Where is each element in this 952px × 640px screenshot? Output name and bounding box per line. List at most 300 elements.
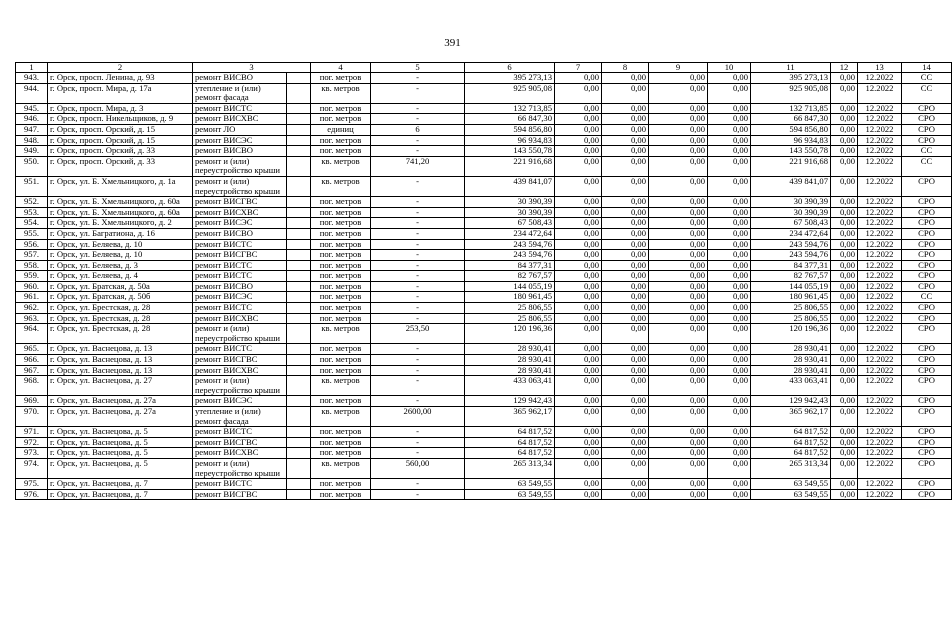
cell-quantity: - — [371, 292, 465, 303]
cell-unit: кв. метров — [311, 83, 371, 103]
cell-address: г. Орск, просп. Никельщиков, д. 9 — [48, 114, 193, 125]
cell-spacer — [287, 407, 311, 427]
cell-total-cost: 84 377,31 — [465, 260, 555, 271]
cell-cost-col10: 0,00 — [649, 324, 708, 344]
cell-address: г. Орск, ул. Братская, д. 50а — [48, 281, 193, 292]
cell-cost-col11: 0,00 — [708, 260, 751, 271]
cell-spacer — [287, 114, 311, 125]
cell-cost-col10: 0,00 — [649, 135, 708, 146]
cell-deadline: 12.2022 — [858, 437, 902, 448]
cell-cost-col9: 0,00 — [602, 479, 649, 490]
cell-spacer — [287, 197, 311, 208]
cell-cost-col11b: 129 942,43 — [751, 396, 831, 407]
cell-cost-col9: 0,00 — [602, 448, 649, 459]
cell-unit: кв. метров — [311, 156, 371, 176]
cell-quantity: - — [371, 250, 465, 261]
cell-cost-col11: 0,00 — [708, 376, 751, 396]
cell-address: г. Орск, ул. Васнецова, д. 5 — [48, 427, 193, 438]
cell-cost-col12: 0,00 — [831, 271, 858, 282]
cell-cost-col11b: 395 273,13 — [751, 73, 831, 84]
cell-cost-col8: 0,00 — [555, 260, 602, 271]
cell-customer-type: СРО — [902, 427, 952, 438]
cell-customer-type: СРО — [902, 239, 952, 250]
cell-row-number: 976. — [16, 489, 48, 500]
cell-unit: пог. метров — [311, 396, 371, 407]
cell-address: г. Орск, ул. Васнецова, д. 13 — [48, 344, 193, 355]
cell-work-type: ремонт ВИСХВС — [193, 114, 287, 125]
cell-deadline: 12.2022 — [858, 479, 902, 490]
table-row — [16, 239, 952, 250]
cell-cost-col8: 0,00 — [555, 156, 602, 176]
cell-spacer — [287, 83, 311, 103]
column-header: 14 — [902, 63, 952, 73]
cell-work-type: ремонт и (или) переустройство крыши — [193, 156, 287, 176]
cell-unit: пог. метров — [311, 355, 371, 366]
cell-cost-col8: 0,00 — [555, 489, 602, 500]
cell-quantity: - — [371, 437, 465, 448]
cell-cost-col10: 0,00 — [649, 124, 708, 135]
cell-row-number: 969. — [16, 396, 48, 407]
column-header: 4 — [311, 63, 371, 73]
cell-cost-col9: 0,00 — [602, 271, 649, 282]
cell-cost-col11: 0,00 — [708, 313, 751, 324]
cell-cost-col8: 0,00 — [555, 344, 602, 355]
cell-quantity: - — [371, 396, 465, 407]
cell-work-type: ремонт ВИСТС — [193, 239, 287, 250]
cell-cost-col11: 0,00 — [708, 156, 751, 176]
cell-work-type: ремонт ВИСТС — [193, 271, 287, 282]
cell-deadline: 12.2022 — [858, 458, 902, 478]
cell-total-cost: 365 962,17 — [465, 407, 555, 427]
cell-row-number: 974. — [16, 458, 48, 478]
cell-unit: пог. метров — [311, 479, 371, 490]
cell-cost-col11b: 67 508,43 — [751, 218, 831, 229]
cell-unit: пог. метров — [311, 239, 371, 250]
cell-unit: пог. метров — [311, 103, 371, 114]
cell-row-number: 944. — [16, 83, 48, 103]
cell-cost-col9: 0,00 — [602, 176, 649, 196]
cell-cost-col12: 0,00 — [831, 303, 858, 314]
cell-deadline: 12.2022 — [858, 303, 902, 314]
cell-unit: пог. метров — [311, 489, 371, 500]
cell-cost-col12: 0,00 — [831, 448, 858, 459]
cell-spacer — [287, 239, 311, 250]
cell-total-cost: 144 055,19 — [465, 281, 555, 292]
cell-quantity: - — [371, 313, 465, 324]
cell-spacer — [287, 124, 311, 135]
cell-customer-type: СРО — [902, 260, 952, 271]
cell-deadline: 12.2022 — [858, 344, 902, 355]
cell-unit: пог. метров — [311, 197, 371, 208]
cell-row-number: 956. — [16, 239, 48, 250]
cell-unit: пог. метров — [311, 250, 371, 261]
cell-spacer — [287, 448, 311, 459]
cell-total-cost: 64 817,52 — [465, 448, 555, 459]
cell-quantity: - — [371, 207, 465, 218]
cell-cost-col9: 0,00 — [602, 156, 649, 176]
table-row — [16, 250, 952, 261]
cell-cost-col11b: 143 550,78 — [751, 146, 831, 157]
cell-work-type: ремонт ВИСЭС — [193, 396, 287, 407]
cell-cost-col8: 0,00 — [555, 124, 602, 135]
table-row — [16, 376, 952, 396]
cell-cost-col9: 0,00 — [602, 355, 649, 366]
cell-cost-col9: 0,00 — [602, 146, 649, 157]
table-row — [16, 292, 952, 303]
cell-spacer — [287, 303, 311, 314]
cell-cost-col10: 0,00 — [649, 396, 708, 407]
cell-cost-col12: 0,00 — [831, 124, 858, 135]
cell-cost-col10: 0,00 — [649, 281, 708, 292]
cell-cost-col10: 0,00 — [649, 479, 708, 490]
cell-cost-col9: 0,00 — [602, 407, 649, 427]
cell-cost-col12: 0,00 — [831, 250, 858, 261]
cell-cost-col12: 0,00 — [831, 239, 858, 250]
cell-address: г. Орск, ул. Васнецова, д. 27 — [48, 376, 193, 396]
cell-cost-col9: 0,00 — [602, 197, 649, 208]
column-header: 8 — [602, 63, 649, 73]
cell-cost-col9: 0,00 — [602, 73, 649, 84]
cell-cost-col11b: 243 594,76 — [751, 239, 831, 250]
cell-cost-col12: 0,00 — [831, 458, 858, 478]
cell-cost-col11: 0,00 — [708, 324, 751, 344]
cell-work-type: ремонт ЛО — [193, 124, 287, 135]
cell-cost-col10: 0,00 — [649, 228, 708, 239]
table-row — [16, 207, 952, 218]
cell-row-number: 972. — [16, 437, 48, 448]
table-row — [16, 271, 952, 282]
cell-total-cost: 96 934,83 — [465, 135, 555, 146]
cell-work-type: утепление и (или) ремонт фасада — [193, 407, 287, 427]
cell-address: г. Орск, ул. Васнецова, д. 27а — [48, 407, 193, 427]
cell-address: г. Орск, ул. Брестская, д. 28 — [48, 324, 193, 344]
cell-cost-col10: 0,00 — [649, 83, 708, 103]
cell-work-type: ремонт ВИСГВС — [193, 250, 287, 261]
cell-deadline: 12.2022 — [858, 83, 902, 103]
cell-spacer — [287, 344, 311, 355]
cell-unit: пог. метров — [311, 260, 371, 271]
cell-address: г. Орск, ул. Беляева, д. 10 — [48, 239, 193, 250]
table-row — [16, 437, 952, 448]
cell-deadline: 12.2022 — [858, 324, 902, 344]
cell-cost-col9: 0,00 — [602, 292, 649, 303]
cell-customer-type: СРО — [902, 281, 952, 292]
cell-cost-col8: 0,00 — [555, 458, 602, 478]
cell-unit: кв. метров — [311, 458, 371, 478]
cell-cost-col12: 0,00 — [831, 73, 858, 84]
cell-cost-col12: 0,00 — [831, 135, 858, 146]
cell-cost-col10: 0,00 — [649, 376, 708, 396]
cell-cost-col9: 0,00 — [602, 114, 649, 125]
cell-cost-col8: 0,00 — [555, 376, 602, 396]
cell-cost-col8: 0,00 — [555, 114, 602, 125]
cell-quantity: - — [371, 135, 465, 146]
column-header: 13 — [858, 63, 902, 73]
cell-cost-col11: 0,00 — [708, 250, 751, 261]
cell-deadline: 12.2022 — [858, 281, 902, 292]
cell-spacer — [287, 458, 311, 478]
cell-address: г. Орск, ул. Васнецова, д. 27а — [48, 396, 193, 407]
cell-quantity: - — [371, 365, 465, 376]
table-row — [16, 407, 952, 427]
cell-address: г. Орск, просп. Орский, д. 15 — [48, 124, 193, 135]
cell-customer-type: СРО — [902, 324, 952, 344]
cell-total-cost: 28 930,41 — [465, 344, 555, 355]
cell-work-type: ремонт ВИСВО — [193, 146, 287, 157]
cell-cost-col9: 0,00 — [602, 207, 649, 218]
cell-cost-col8: 0,00 — [555, 324, 602, 344]
cell-total-cost: 25 806,55 — [465, 313, 555, 324]
cell-row-number: 967. — [16, 365, 48, 376]
cell-unit: кв. метров — [311, 376, 371, 396]
cell-work-type: ремонт и (или) переустройство крыши — [193, 324, 287, 344]
cell-row-number: 957. — [16, 250, 48, 261]
table-row — [16, 73, 952, 84]
cell-cost-col11b: 84 377,31 — [751, 260, 831, 271]
cell-deadline: 12.2022 — [858, 365, 902, 376]
cell-deadline: 12.2022 — [858, 176, 902, 196]
cell-unit: пог. метров — [311, 228, 371, 239]
table-row — [16, 427, 952, 438]
cell-cost-col8: 0,00 — [555, 313, 602, 324]
cell-address: г. Орск, ул. Васнецова, д. 7 — [48, 479, 193, 490]
cell-cost-col10: 0,00 — [649, 344, 708, 355]
cell-customer-type: СРО — [902, 376, 952, 396]
cell-work-type: ремонт ВИСТС — [193, 344, 287, 355]
cell-row-number: 959. — [16, 271, 48, 282]
cell-customer-type: СРО — [902, 135, 952, 146]
cell-deadline: 12.2022 — [858, 207, 902, 218]
cell-cost-col9: 0,00 — [602, 135, 649, 146]
cell-work-type: ремонт ВИСТС — [193, 479, 287, 490]
cell-address: г. Орск, просп. Мира, д. 3 — [48, 103, 193, 114]
cell-total-cost: 594 856,80 — [465, 124, 555, 135]
cell-cost-col11: 0,00 — [708, 407, 751, 427]
cell-row-number: 950. — [16, 156, 48, 176]
cell-quantity: - — [371, 489, 465, 500]
cell-total-cost: 129 942,43 — [465, 396, 555, 407]
cell-total-cost: 30 390,39 — [465, 207, 555, 218]
column-header: 12 — [831, 63, 858, 73]
cell-cost-col11b: 25 806,55 — [751, 303, 831, 314]
cell-unit: пог. метров — [311, 303, 371, 314]
cell-deadline: 12.2022 — [858, 313, 902, 324]
cell-address: г. Орск, просп. Орский, д. 33 — [48, 146, 193, 157]
column-header: 7 — [555, 63, 602, 73]
table-row — [16, 355, 952, 366]
cell-customer-type: СРО — [902, 207, 952, 218]
cell-row-number: 968. — [16, 376, 48, 396]
cell-cost-col8: 0,00 — [555, 73, 602, 84]
table-row — [16, 135, 952, 146]
cell-quantity: - — [371, 228, 465, 239]
cell-total-cost: 120 196,36 — [465, 324, 555, 344]
cell-total-cost: 234 472,64 — [465, 228, 555, 239]
cell-unit: кв. метров — [311, 324, 371, 344]
cell-cost-col10: 0,00 — [649, 292, 708, 303]
cell-cost-col11: 0,00 — [708, 146, 751, 157]
cell-cost-col11b: 28 930,41 — [751, 344, 831, 355]
column-header: 3 — [193, 63, 311, 73]
cell-row-number: 949. — [16, 146, 48, 157]
cell-work-type: ремонт ВИСТС — [193, 427, 287, 438]
cell-address: г. Орск, ул. Братская, д. 50б — [48, 292, 193, 303]
cell-work-type: ремонт ВИСГВС — [193, 489, 287, 500]
cell-cost-col11b: 28 930,41 — [751, 365, 831, 376]
cell-cost-col9: 0,00 — [602, 324, 649, 344]
cell-address: г. Орск, ул. Васнецова, д. 13 — [48, 365, 193, 376]
cell-total-cost: 433 063,41 — [465, 376, 555, 396]
cell-quantity: - — [371, 114, 465, 125]
cell-unit: кв. метров — [311, 176, 371, 196]
cell-deadline: 12.2022 — [858, 156, 902, 176]
cell-customer-type: СС — [902, 83, 952, 103]
cell-cost-col11b: 63 549,55 — [751, 489, 831, 500]
table-row — [16, 197, 952, 208]
table-row — [16, 365, 952, 376]
cell-cost-col11: 0,00 — [708, 292, 751, 303]
table-header-row — [16, 63, 952, 73]
cell-total-cost: 63 549,55 — [465, 489, 555, 500]
cell-deadline: 12.2022 — [858, 355, 902, 366]
cell-cost-col8: 0,00 — [555, 479, 602, 490]
cell-cost-col10: 0,00 — [649, 365, 708, 376]
cell-total-cost: 243 594,76 — [465, 250, 555, 261]
cell-row-number: 954. — [16, 218, 48, 229]
cell-spacer — [287, 207, 311, 218]
cell-quantity: 6 — [371, 124, 465, 135]
cell-cost-col11: 0,00 — [708, 218, 751, 229]
cell-cost-col12: 0,00 — [831, 176, 858, 196]
cell-customer-type: СС — [902, 156, 952, 176]
table-body — [16, 73, 952, 500]
cell-customer-type: СРО — [902, 365, 952, 376]
cell-deadline: 12.2022 — [858, 489, 902, 500]
cell-cost-col10: 0,00 — [649, 271, 708, 282]
cell-customer-type: СРО — [902, 396, 952, 407]
cell-address: г. Орск, ул. Васнецова, д. 5 — [48, 458, 193, 478]
cell-cost-col11: 0,00 — [708, 124, 751, 135]
cell-cost-col9: 0,00 — [602, 260, 649, 271]
cell-total-cost: 82 767,57 — [465, 271, 555, 282]
cell-cost-col8: 0,00 — [555, 365, 602, 376]
cell-row-number: 963. — [16, 313, 48, 324]
cell-customer-type: СС — [902, 73, 952, 84]
cell-deadline: 12.2022 — [858, 146, 902, 157]
cell-cost-col9: 0,00 — [602, 218, 649, 229]
cell-cost-col12: 0,00 — [831, 437, 858, 448]
cell-address: г. Орск, ул. Васнецова, д. 7 — [48, 489, 193, 500]
cell-deadline: 12.2022 — [858, 427, 902, 438]
table-row — [16, 448, 952, 459]
cell-customer-type: СРО — [902, 218, 952, 229]
cell-cost-col9: 0,00 — [602, 103, 649, 114]
cell-address: г. Орск, ул. Б. Хмельницкого, д. 1а — [48, 176, 193, 196]
cell-cost-col11: 0,00 — [708, 479, 751, 490]
table-row — [16, 281, 952, 292]
cell-row-number: 946. — [16, 114, 48, 125]
cell-cost-col10: 0,00 — [649, 437, 708, 448]
cell-customer-type: СРО — [902, 271, 952, 282]
cell-quantity: - — [371, 176, 465, 196]
cell-spacer — [287, 135, 311, 146]
cell-cost-col11: 0,00 — [708, 344, 751, 355]
cell-deadline: 12.2022 — [858, 292, 902, 303]
cell-cost-col11b: 594 856,80 — [751, 124, 831, 135]
cell-cost-col11b: 64 817,52 — [751, 448, 831, 459]
cell-cost-col9: 0,00 — [602, 458, 649, 478]
cell-row-number: 971. — [16, 427, 48, 438]
cell-row-number: 947. — [16, 124, 48, 135]
cell-total-cost: 25 806,55 — [465, 303, 555, 314]
cell-cost-col8: 0,00 — [555, 281, 602, 292]
cell-work-type: ремонт ВИСЭС — [193, 218, 287, 229]
cell-spacer — [287, 281, 311, 292]
cell-customer-type: СРО — [902, 176, 952, 196]
cell-cost-col10: 0,00 — [649, 313, 708, 324]
cell-cost-col11b: 96 934,83 — [751, 135, 831, 146]
cell-cost-col8: 0,00 — [555, 83, 602, 103]
cell-cost-col11b: 180 961,45 — [751, 292, 831, 303]
cell-cost-col10: 0,00 — [649, 176, 708, 196]
table-row — [16, 176, 952, 196]
cell-total-cost: 243 594,76 — [465, 239, 555, 250]
cell-work-type: ремонт ВИСЭС — [193, 135, 287, 146]
cell-cost-col11: 0,00 — [708, 303, 751, 314]
table-row — [16, 156, 952, 176]
cell-total-cost: 143 550,78 — [465, 146, 555, 157]
cell-cost-col8: 0,00 — [555, 103, 602, 114]
cell-customer-type: СРО — [902, 448, 952, 459]
cell-deadline: 12.2022 — [858, 124, 902, 135]
cell-cost-col11b: 365 962,17 — [751, 407, 831, 427]
cell-cost-col8: 0,00 — [555, 303, 602, 314]
cell-cost-col12: 0,00 — [831, 292, 858, 303]
cell-address: г. Орск, ул. Беляева, д. 10 — [48, 250, 193, 261]
cell-cost-col8: 0,00 — [555, 427, 602, 438]
cell-cost-col12: 0,00 — [831, 313, 858, 324]
cell-cost-col9: 0,00 — [602, 124, 649, 135]
cell-cost-col11b: 82 767,57 — [751, 271, 831, 282]
cell-cost-col12: 0,00 — [831, 365, 858, 376]
cell-work-type: ремонт ВИСГВС — [193, 437, 287, 448]
cell-cost-col12: 0,00 — [831, 103, 858, 114]
cell-spacer — [287, 427, 311, 438]
table-row — [16, 313, 952, 324]
cell-customer-type: СРО — [902, 313, 952, 324]
cell-total-cost: 30 390,39 — [465, 197, 555, 208]
cell-unit: пог. метров — [311, 207, 371, 218]
cell-work-type: ремонт ВИСЭС — [193, 292, 287, 303]
cell-unit: пог. метров — [311, 135, 371, 146]
cell-address: г. Орск, ул. Б. Хмельницкого, д. 60а — [48, 207, 193, 218]
cell-spacer — [287, 156, 311, 176]
cell-work-type: ремонт и (или) переустройство крыши — [193, 176, 287, 196]
cell-cost-col11: 0,00 — [708, 239, 751, 250]
cell-cost-col9: 0,00 — [602, 396, 649, 407]
cell-cost-col11: 0,00 — [708, 437, 751, 448]
cell-total-cost: 64 817,52 — [465, 437, 555, 448]
cell-spacer — [287, 218, 311, 229]
table-row — [16, 344, 952, 355]
cell-quantity: - — [371, 344, 465, 355]
cell-deadline: 12.2022 — [858, 103, 902, 114]
cell-work-type: ремонт ВИСГВС — [193, 197, 287, 208]
cell-cost-col11b: 120 196,36 — [751, 324, 831, 344]
cell-customer-type: СРО — [902, 114, 952, 125]
cell-work-type: ремонт и (или) переустройство крыши — [193, 458, 287, 478]
cell-unit: пог. метров — [311, 73, 371, 84]
